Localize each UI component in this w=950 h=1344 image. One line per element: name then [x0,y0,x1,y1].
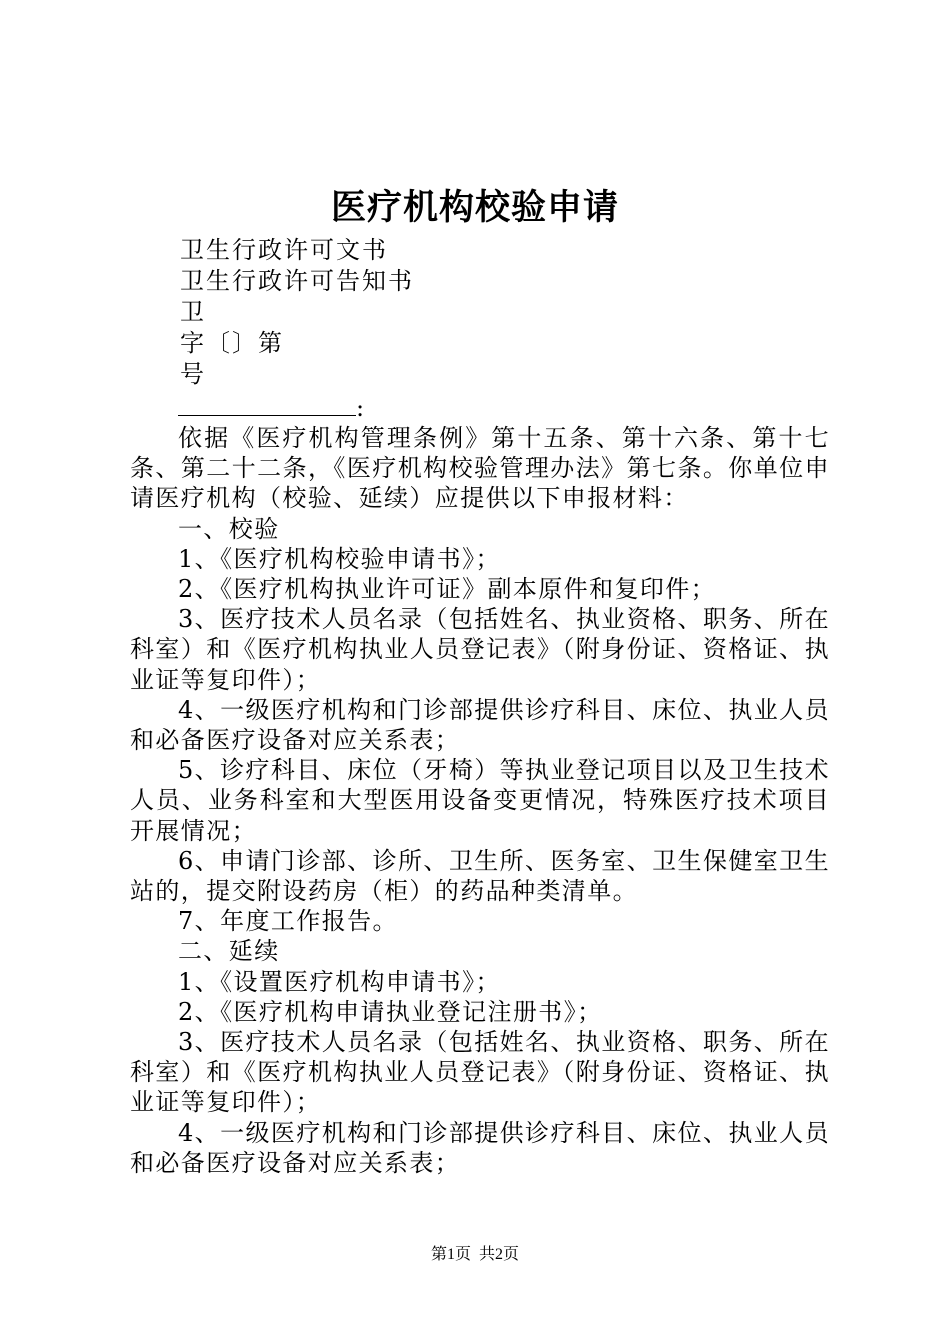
addressee-blank [178,393,356,416]
header-line: 字〔〕第 [180,329,284,357]
list-item: 5、诊疗科目、床位（牙椅）等执业登记项目以及卫生技术人员、业务科室和大型医用设备变更情况，特殊医疗技术项目开展情况； [130,756,830,845]
list-item: 4、一级医疗机构和门诊部提供诊疗科目、床位、执业人员和必备医疗设备对应关系表； [130,695,830,755]
list-item: 1、《医疗机构校验申请书》； [178,544,501,573]
document-title: 医疗机构校验申请 [330,187,619,228]
list-item: 1、《设置医疗机构申请书》； [178,967,501,996]
list-item: 4、一级医疗机构和门诊部提供诊疗科目、床位、执业人员和必备医疗设备对应关系表； [130,1118,830,1177]
list-item: 7、年度工作报告。 [178,907,398,936]
body-paragraph: 依据《医疗机构管理条例》第十五条、第十六条、第十七条、第二十二条，《医疗机构校验管理办法》第七条。你单位申请医疗机构（校验、延续）应提供以下申报材料： [130,424,830,513]
list-item: 2、《医疗机构申请执业登记注册书》； [178,997,603,1026]
section-heading: 二、延续 [178,937,280,966]
addressee-line [178,393,364,423]
header-line: 卫生行政许可告知书 [180,267,414,295]
page-number: 第1页 [430,1246,471,1263]
list-item: 2、《医疗机构执业许可证》副本原件和复印件； [178,575,717,604]
section-heading: 一、校验 [178,514,280,543]
header-line: 号 [180,360,206,388]
list-item: 6、申请门诊部、诊所、卫生所、医务室、卫生保健室卫生站的，提交附设药房（柜）的药品种类清单。 [130,846,830,906]
page-footer [0,1244,950,1266]
addressee-colon: : [356,394,365,422]
header-line: 卫生行政许可文书 [180,236,388,264]
list-item: 3、医疗技术人员名录（包括姓名、执业资格、职务、所在科室）和《医疗机构执业人员登记表》（附身份证、资格证、执业证等复印件）； [130,1028,830,1117]
list-item: 3、医疗技术人员名录（包括姓名、执业资格、职务、所在科室）和《医疗机构执业人员登记表》（附身份证、资格证、执业证等复印件）； [130,605,830,694]
page-total: 共2页 [479,1246,520,1263]
document-body [130,423,830,1178]
header-line: 卫 [180,298,206,326]
document-header-block [180,235,414,390]
